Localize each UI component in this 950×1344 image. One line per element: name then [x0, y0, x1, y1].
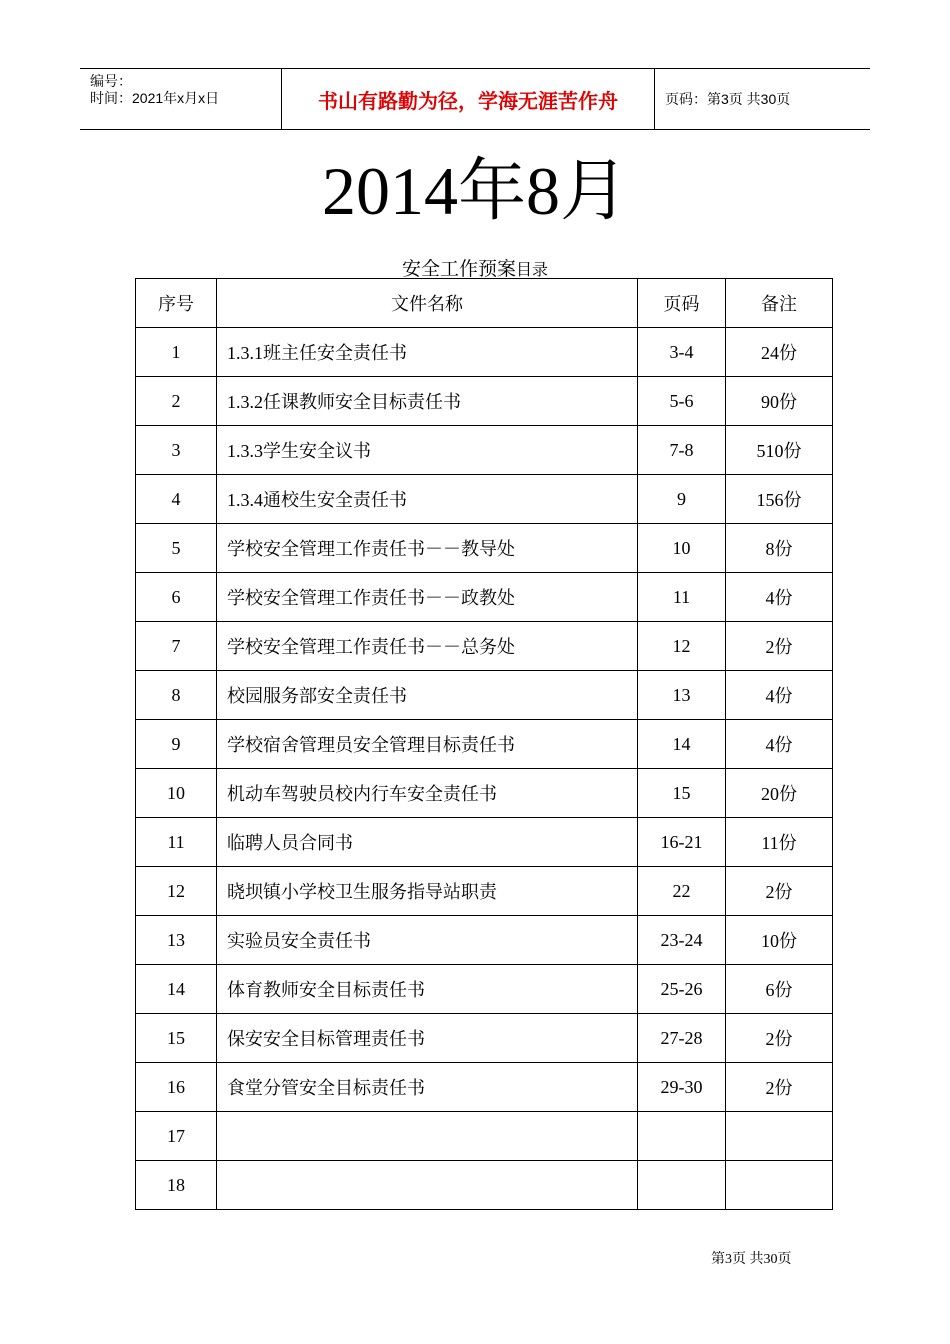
- cell-note: 11份: [726, 818, 833, 867]
- cell-note: 6份: [726, 965, 833, 1014]
- caption-suffix: 目录: [516, 262, 549, 279]
- cell-name: 1.3.3学生安全议书: [217, 426, 638, 475]
- cell-no: 16: [136, 1063, 217, 1112]
- cell-note: 10份: [726, 916, 833, 965]
- table-row: [136, 328, 833, 377]
- cell-page: 16-21: [638, 818, 726, 867]
- header-motto: 书山有路勤为径，学海无涯苦作舟: [282, 69, 655, 129]
- table-row: [136, 573, 833, 622]
- cell-name: 学校安全管理工作责任书－－政教处: [217, 573, 638, 622]
- cell-no: 18: [136, 1161, 217, 1210]
- table-row: [136, 965, 833, 1014]
- cell-note: [726, 1161, 833, 1210]
- cell-name: 临聘人员合同书: [217, 818, 638, 867]
- table-row: [136, 622, 833, 671]
- cell-name: 学校宿舍管理员安全管理目标责任书: [217, 720, 638, 769]
- cell-page: 5-6: [638, 377, 726, 426]
- cell-name: 机动车驾驶员校内行车安全责任书: [217, 769, 638, 818]
- table-row: [136, 671, 833, 720]
- table-row: [136, 426, 833, 475]
- cell-no: 17: [136, 1112, 217, 1161]
- cell-page: 14: [638, 720, 726, 769]
- cell-page: 7-8: [638, 426, 726, 475]
- cell-name: [217, 1112, 638, 1161]
- cell-name: 1.3.1班主任安全责任书: [217, 328, 638, 377]
- page-header: [80, 68, 870, 130]
- table-row: [136, 475, 833, 524]
- cell-note: 4份: [726, 720, 833, 769]
- cell-note: 2份: [726, 867, 833, 916]
- cell-no: 13: [136, 916, 217, 965]
- cell-note: 90份: [726, 377, 833, 426]
- cell-note: 2份: [726, 1063, 833, 1112]
- cell-no: 4: [136, 475, 217, 524]
- table-row: [136, 377, 833, 426]
- cell-name: 实验员安全责任书: [217, 916, 638, 965]
- cell-name: 学校安全管理工作责任书－－总务处: [217, 622, 638, 671]
- table-row: [136, 1161, 833, 1210]
- cell-note: 24份: [726, 328, 833, 377]
- cell-page: 9: [638, 475, 726, 524]
- table-row: [136, 1112, 833, 1161]
- cell-name: 1.3.4通校生安全责任书: [217, 475, 638, 524]
- table-row: [136, 769, 833, 818]
- table-row: [136, 1063, 833, 1112]
- cell-page: 15: [638, 769, 726, 818]
- cell-page: 27-28: [638, 1014, 726, 1063]
- table-row: [136, 818, 833, 867]
- cell-no: 11: [136, 818, 217, 867]
- cell-page: 10: [638, 524, 726, 573]
- cell-no: 10: [136, 769, 217, 818]
- cell-note: 4份: [726, 573, 833, 622]
- cell-page: 25-26: [638, 965, 726, 1014]
- cell-name: 晓坝镇小学校卫生服务指导站职责: [217, 867, 638, 916]
- cell-name: 体育教师安全目标责任书: [217, 965, 638, 1014]
- table-row: [136, 720, 833, 769]
- toc-table: [135, 278, 833, 1210]
- cell-note: 20份: [726, 769, 833, 818]
- header-note: 备注: [726, 279, 833, 328]
- cell-page: 22: [638, 867, 726, 916]
- header-page-info: 页码：第3页 共30页: [665, 91, 791, 107]
- cell-page: 3-4: [638, 328, 726, 377]
- table-row: [136, 524, 833, 573]
- cell-no: 14: [136, 965, 217, 1014]
- cell-no: 1: [136, 328, 217, 377]
- cell-note: 2份: [726, 1014, 833, 1063]
- cell-page: [638, 1112, 726, 1161]
- cell-page: [638, 1161, 726, 1210]
- time-label: 时间：2021年x月x日: [90, 90, 220, 106]
- cell-page: 12: [638, 622, 726, 671]
- cell-name: 保安安全目标管理责任书: [217, 1014, 638, 1063]
- cell-note: 8份: [726, 524, 833, 573]
- cell-note: 4份: [726, 671, 833, 720]
- cell-page: 29-30: [638, 1063, 726, 1112]
- cell-name: 校园服务部安全责任书: [217, 671, 638, 720]
- cell-note: 156份: [726, 475, 833, 524]
- cell-no: 9: [136, 720, 217, 769]
- cell-note: 510份: [726, 426, 833, 475]
- cell-name: 1.3.2任课教师安全目标责任书: [217, 377, 638, 426]
- header-no: 序号: [136, 279, 217, 328]
- cell-no: 2: [136, 377, 217, 426]
- number-label: 编号：: [90, 73, 132, 89]
- table-row: [136, 867, 833, 916]
- table-row: [136, 1014, 833, 1063]
- table-row: [136, 916, 833, 965]
- cell-no: 6: [136, 573, 217, 622]
- cell-page: 23-24: [638, 916, 726, 965]
- cell-page: 11: [638, 573, 726, 622]
- cell-note: 2份: [726, 622, 833, 671]
- caption-main: 安全工作预案: [401, 259, 516, 280]
- cell-name: [217, 1161, 638, 1210]
- cell-name: 学校安全管理工作责任书－－教导处: [217, 524, 638, 573]
- header-name: 文件名称: [217, 279, 638, 328]
- header-page: 页码: [638, 279, 726, 328]
- header-meta: [80, 69, 282, 129]
- cell-page: 13: [638, 671, 726, 720]
- cell-no: 7: [136, 622, 217, 671]
- cell-no: 8: [136, 671, 217, 720]
- cell-note: [726, 1112, 833, 1161]
- cell-no: 5: [136, 524, 217, 573]
- cell-name: 食堂分管安全目标责任书: [217, 1063, 638, 1112]
- table-header-row: [136, 279, 833, 328]
- cell-no: 3: [136, 426, 217, 475]
- table-caption: [0, 254, 950, 281]
- cell-no: 12: [136, 867, 217, 916]
- document-date-title: 2014年8月: [321, 153, 628, 229]
- cell-no: 15: [136, 1014, 217, 1063]
- page-footer: 第3页 共30页: [711, 1252, 792, 1267]
